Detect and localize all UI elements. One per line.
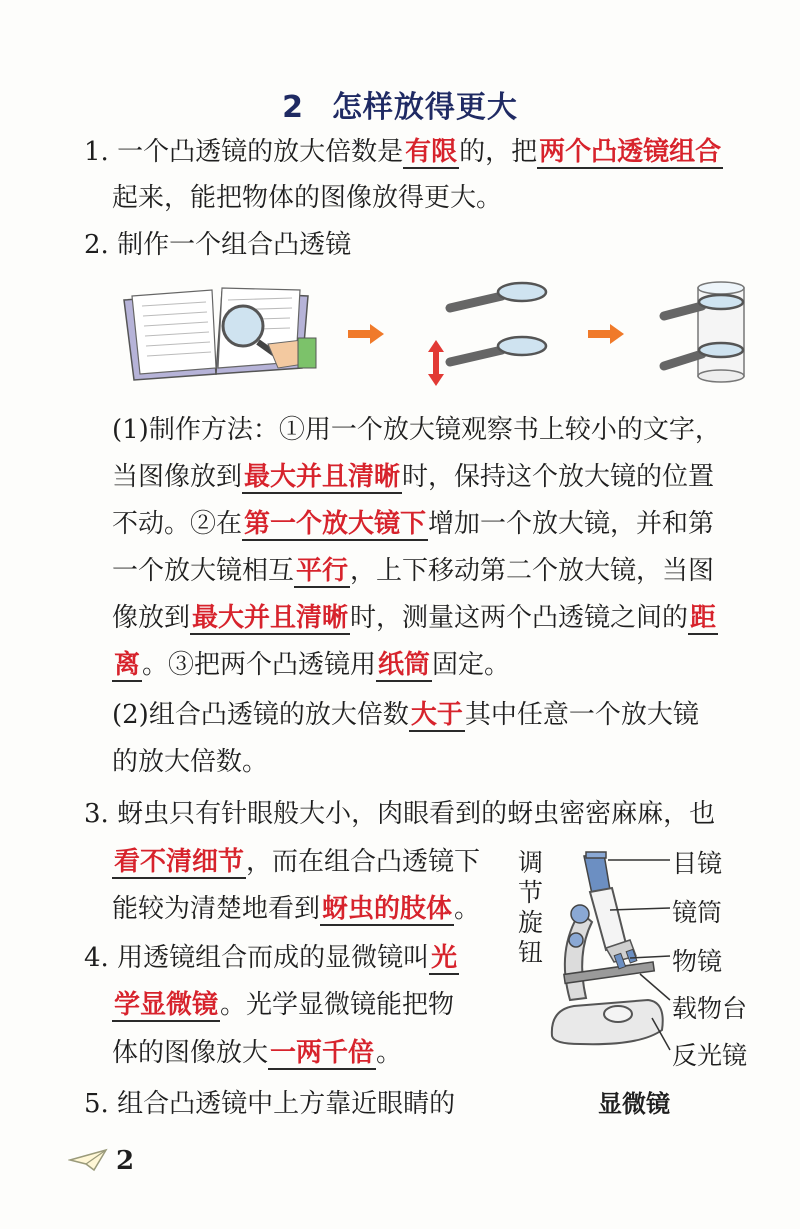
answer-blank: 一两千倍 [270, 1038, 375, 1068]
q2-method-line6: 离。③把两个凸透镜用纸筒固定。 [114, 650, 511, 680]
answer-blank: 学显微镜 [114, 990, 219, 1020]
answer-blank: 看不清细节 [114, 847, 245, 877]
answer-blank: 光 [431, 943, 458, 973]
q1-line1: 1. 一个凸透镜的放大倍数是有限的，把两个凸透镜组合 [84, 137, 722, 167]
objective-label: 物镜 [672, 947, 723, 976]
answer-blank: 纸筒 [378, 650, 431, 680]
knob-label: 调 节 旋 钮 [518, 848, 544, 967]
up-down-arrow-icon [426, 338, 446, 388]
answer-blank: 两个凸透镜组合 [539, 137, 722, 167]
answer-blank: 距 [690, 603, 717, 633]
q2-result-line1: (2)组合凸透镜的放大倍数大于其中任意一个放大镜 [112, 700, 699, 730]
page-number: 2 [116, 1146, 135, 1176]
answer-blank: 第一个放大镜下 [244, 509, 427, 539]
q4-line3: 体的图像放大一两千倍。 [112, 1038, 403, 1068]
section-title: 怎样放得更大 [331, 90, 518, 125]
answer-blank: 蚜虫的肢体 [322, 894, 453, 924]
microscope-label-lines [560, 850, 680, 1060]
eyepiece-label: 目镜 [672, 849, 723, 878]
paper-plane-icon [68, 1148, 108, 1174]
stage-label: 载物台 [672, 994, 748, 1023]
section-number: 2 [282, 90, 304, 125]
microscope-caption: 显微镜 [598, 1090, 670, 1118]
answer-blank: 平行 [296, 556, 349, 586]
answer-blank: 最大并且清晰 [244, 462, 401, 492]
two-magnifiers-illustration [444, 276, 554, 372]
q2-heading: 2. 制作一个组合凸透镜 [84, 230, 352, 260]
mirror-label: 反光镜 [672, 1041, 748, 1070]
q3-line3: 能较为清楚地看到蚜虫的肢体。 [112, 894, 481, 924]
q1-line2: 起来，能把物体的图像放得更大。 [112, 183, 503, 213]
q2-method-line3: 不动。②在第一个放大镜下增加一个放大镜，并和第 [112, 509, 715, 539]
q4-line1: 4. 用透镜组合而成的显微镜叫光 [84, 943, 458, 973]
q2-method-line5: 像放到最大并且清晰时，测量这两个凸透镜之间的距 [112, 603, 717, 633]
arrow-right-icon [586, 322, 626, 346]
q2-method-line4: 一个放大镜相互平行，上下移动第二个放大镜，当图 [112, 556, 715, 586]
q2-method-line2: 当图像放到最大并且清晰时，保持这个放大镜的位置 [112, 462, 715, 492]
answer-blank: 大于 [410, 700, 463, 730]
q3-line2: 看不清细节，而在组合凸透镜下 [114, 847, 481, 877]
q4-line2: 学显微镜。光学显微镜能把物 [114, 990, 455, 1020]
tube-lens-illustration [658, 280, 758, 388]
q2-method-line1: (1)制作方法：①用一个放大镜观察书上较小的文字， [112, 415, 721, 445]
q5-line1: 5. 组合凸透镜中上方靠近眼睛的 [84, 1089, 456, 1119]
answer-blank: 离 [114, 650, 141, 680]
arrow-right-icon [346, 322, 386, 346]
page-title [0, 82, 800, 126]
q2-result-line2: 的放大倍数。 [112, 747, 269, 777]
q3-line1: 3. 蚜虫只有针眼般大小，肉眼看到的蚜虫密密麻麻，也 [84, 799, 716, 829]
answer-blank: 有限 [405, 137, 458, 167]
tube-label: 镜筒 [672, 898, 723, 927]
book-magnifier-illustration [118, 282, 318, 382]
answer-blank: 最大并且清晰 [192, 603, 349, 633]
